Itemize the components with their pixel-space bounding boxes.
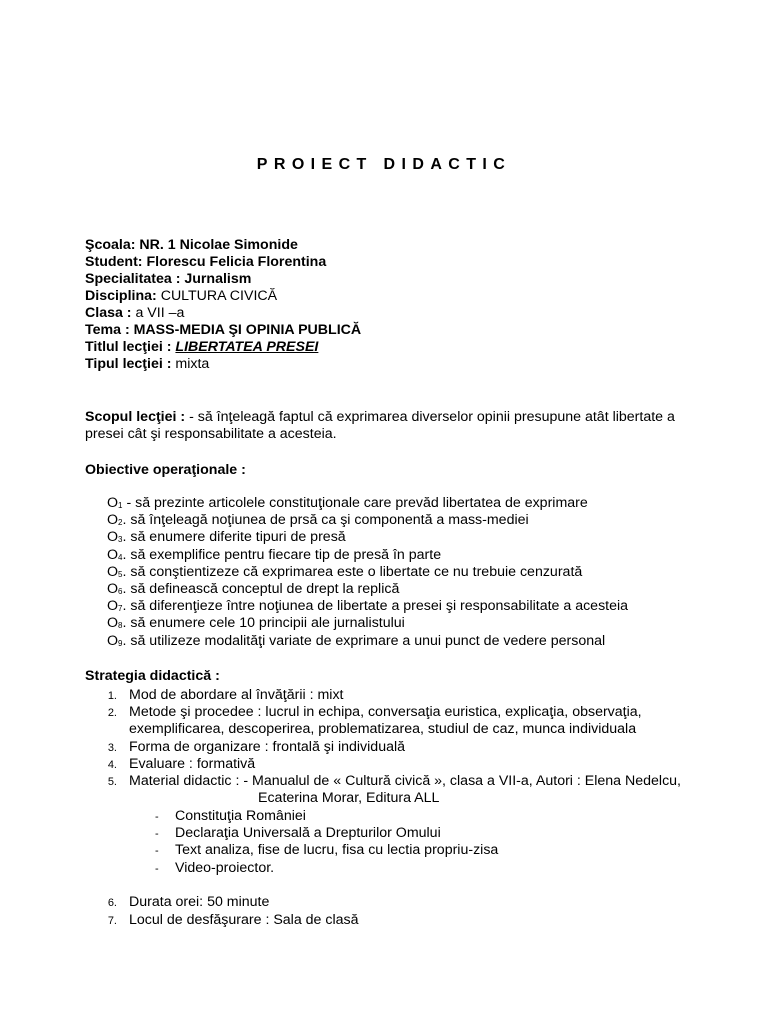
strategy-number: 7. <box>107 915 117 927</box>
material-item: Declaraţia Universală a Drepturilor Omului <box>175 825 441 841</box>
field-clasa-value: a VII –a <box>131 305 185 321</box>
objective-subscript: 9 <box>118 638 123 648</box>
strategy-number: 1. <box>107 690 117 702</box>
objective-code: O <box>107 529 119 546</box>
material-item: Constituţia României <box>175 808 306 824</box>
objective-item <box>107 581 399 600</box>
objective-item <box>107 615 405 634</box>
objective-code: O <box>107 615 119 632</box>
field-disciplina-value: CULTURA CIVICĂ <box>156 288 278 304</box>
field-scoala: Şcoala: NR. 1 Nicolae Simonide <box>85 237 298 253</box>
strategy-item-text: Durata orei: 50 minute <box>129 894 270 910</box>
objective-item <box>107 564 582 583</box>
objective-code: O <box>107 546 119 563</box>
objective-code: O <box>107 563 119 580</box>
objective-subscript: 2 <box>118 518 123 528</box>
field-titlul-value: LIBERTATEA PRESEI <box>175 339 319 355</box>
field-clasa <box>85 305 184 322</box>
strategy-item-text: Locul de desfăşurare : Sala de clasă <box>129 912 359 928</box>
material-item: Video-proiector. <box>175 860 275 876</box>
document-title: PROIECT DIDACTIC <box>256 156 512 173</box>
field-clasa-label: Clasa : <box>85 305 132 321</box>
objective-code: O <box>107 598 119 615</box>
material-bullet: - <box>155 811 159 823</box>
objective-subscript: 3 <box>118 535 123 545</box>
objective-text: . să înţeleagă noţiunea de prsă ca şi componentă a mass-mediei <box>122 512 529 529</box>
field-tipul-value: mixta <box>171 356 210 372</box>
objective-code: O <box>107 581 119 597</box>
scop-line-1 <box>85 409 675 426</box>
strategy-number: 4. <box>107 759 117 771</box>
objective-subscript: 7 <box>118 604 123 614</box>
scop-text-2: presei cât şi responsabilitate a acesteia. <box>85 426 337 442</box>
strategy-item-text: Ecaterina Morar, Editura ALL <box>258 790 440 806</box>
field-tema: Tema : MASS-MEDIA ŞI OPINIA PUBLICĂ <box>85 322 362 338</box>
strategy-heading: Strategia didactică : <box>85 668 220 684</box>
strategy-item-text: Material didactic : - Manualul de « Cultură civică », clasa a VII-a, Autori : Elena Nedelcu, <box>129 773 682 789</box>
field-tipul <box>85 356 209 373</box>
objective-text: . să enumere diferite tipuri de presă <box>122 529 346 546</box>
strategy-item-text: Mod de abordare al învăţării : mixt <box>129 687 344 703</box>
objective-subscript: 8 <box>118 621 123 631</box>
objective-text: . să diferenţieze între noţiunea de libertate a presei şi responsabilitate a acesteia <box>122 598 629 615</box>
strategy-item-text: exemplificarea, descoperirea, problematizarea, studiul de caz, munca individuala <box>129 721 637 737</box>
strategy-number: 3. <box>107 742 117 754</box>
objective-subscript: 6 <box>118 587 123 596</box>
strategy-item-text: Metode şi procedee : lucrul in echipa, conversaţia euristica, explicaţia, observaţia, <box>129 704 642 720</box>
objective-item <box>107 633 605 652</box>
objective-item <box>107 547 441 566</box>
objective-item <box>107 529 346 548</box>
objective-subscript: 4 <box>118 552 123 562</box>
material-item: Text analiza, fise de lucru, fisa cu lectia propriu-zisa <box>175 842 499 858</box>
objective-text: . să conştientizeze că exprimarea este o libertate ce nu trebuie cenzurată <box>122 563 583 580</box>
strategy-item-text: Forma de organizare : frontală şi individuală <box>129 739 406 755</box>
scop-text-1: - să înţeleagă faptul că exprimarea diverselor opinii presupune atât libertate a <box>185 409 675 425</box>
strategy-item-text: Evaluare : formativă <box>129 756 256 772</box>
objective-text: - să prezinte articolele constituţionale care prevăd libertatea de exprimare <box>122 495 588 511</box>
strategy-number: 6. <box>107 897 117 909</box>
objective-subscript: 1 <box>118 501 123 510</box>
field-titlul-label: Titlul lecţiei : <box>85 339 172 355</box>
material-bullet: - <box>155 863 159 875</box>
objectives-heading: Obiective operaţionale : <box>85 462 246 478</box>
objective-text: . să exemplifice pentru fiecare tip de presă în parte <box>122 546 442 563</box>
objective-item <box>107 495 588 514</box>
objective-text: . să definească conceptul de drept la replică <box>122 581 400 597</box>
field-specialitatea: Specialitatea : Jurnalism <box>85 271 252 287</box>
field-disciplina-label: Disciplina: <box>85 288 157 304</box>
objective-item <box>107 598 628 617</box>
material-bullet: - <box>155 845 159 857</box>
objective-text: . să enumere cele 10 principii ale jurnalistului <box>122 615 405 632</box>
objective-subscript: 5 <box>118 569 123 579</box>
objective-code: O <box>107 512 119 529</box>
objective-text: . să utilizeze modalităţi variate de exprimare a unui punct de vedere personal <box>122 632 606 649</box>
objective-code: O <box>107 495 119 511</box>
field-disciplina <box>85 288 277 305</box>
field-student: Student: Florescu Felicia Florentina <box>85 254 327 270</box>
field-tipul-label: Tipul lecţiei : <box>85 356 172 372</box>
strategy-number: 5. <box>107 776 117 788</box>
strategy-number: 2. <box>107 707 117 719</box>
material-bullet: - <box>155 828 159 840</box>
scop-label: Scopul lecţiei : <box>85 409 186 425</box>
objective-code: O <box>107 632 119 649</box>
objective-item <box>107 512 529 531</box>
field-titlul <box>85 339 318 356</box>
